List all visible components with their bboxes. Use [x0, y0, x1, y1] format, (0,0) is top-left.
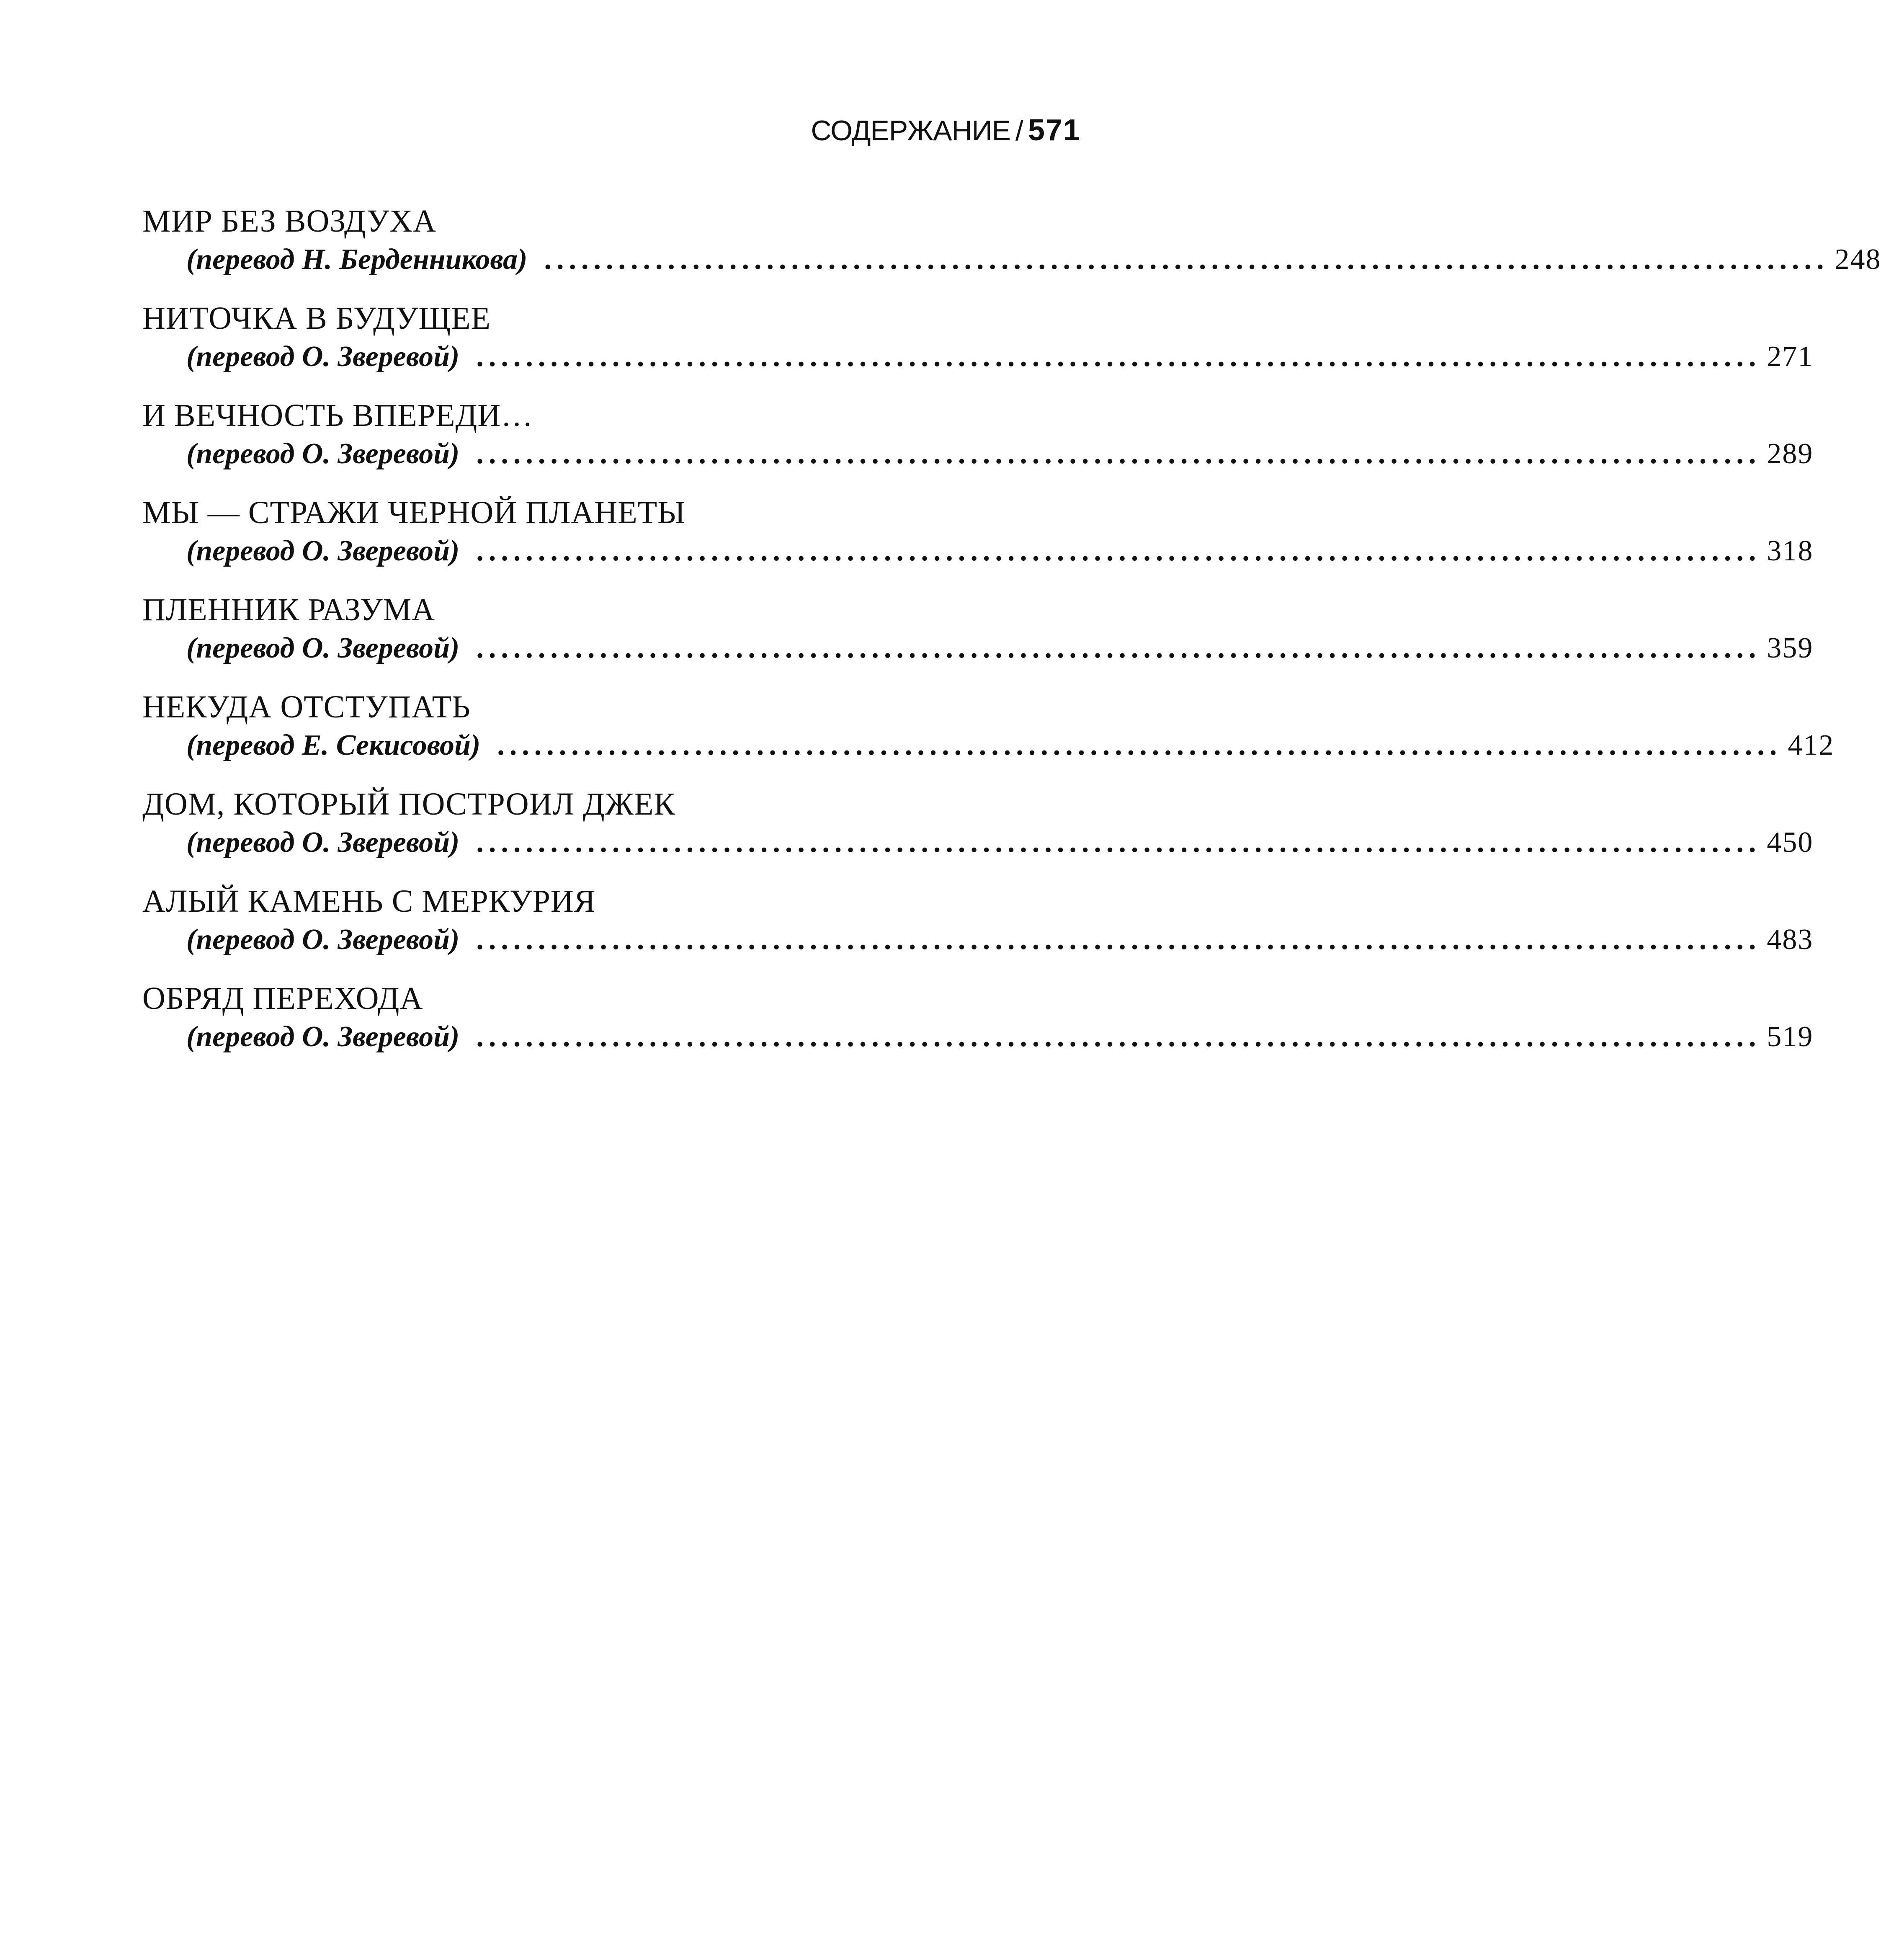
toc-entry-translator: (перевод Е. Секисовой): [186, 729, 481, 761]
toc-entry-title: ОБРЯД ПЕРЕХОДА: [142, 981, 423, 1016]
dot-leader: ........................................................................................................: [476, 340, 1761, 373]
toc-entry-page: 483: [1767, 923, 1814, 956]
toc-entry-title: МИР БЕЗ ВОЗДУХА: [142, 204, 437, 239]
toc-entry: [142, 398, 1814, 497]
running-head-separator: /: [1015, 115, 1023, 147]
toc-entry-translator: (перевод О. Зверевой): [186, 438, 460, 470]
dot-leader: ........................................................................................................: [476, 632, 1761, 664]
toc-entry-page: 412: [1788, 729, 1835, 761]
toc-entry-line: [186, 632, 1814, 664]
toc-entry-title: ДОМ, КОТОРЫЙ ПОСТРОИЛ ДЖЕК: [142, 787, 676, 822]
toc-entry-translator: (перевод О. Зверевой): [186, 340, 460, 373]
dot-leader: ........................................................................................................: [476, 535, 1761, 567]
toc-entry-page: 359: [1767, 632, 1814, 664]
toc-entry: [142, 495, 1814, 594]
running-head-section: СОДЕРЖАНИЕ: [811, 115, 1010, 147]
toc-entry-line: [186, 535, 1814, 567]
dot-leader: ........................................................................................................: [476, 1021, 1761, 1053]
toc-entry: [142, 592, 1814, 691]
toc-entry-translator: (перевод О. Зверевой): [186, 1021, 460, 1053]
toc-entry: [142, 204, 1881, 302]
toc-entry-line: [186, 1021, 1814, 1053]
toc-entry-title: НИТОЧКА В БУДУЩЕЕ: [142, 301, 491, 336]
page-number: 571: [1028, 113, 1081, 147]
toc-entry-translator: (перевод О. Зверевой): [186, 923, 460, 956]
toc-entry-page: 450: [1767, 826, 1814, 859]
toc-entry-page: 248: [1835, 243, 1881, 276]
toc-entry-line: [186, 826, 1814, 859]
dot-leader: ........................................................................................................: [476, 826, 1761, 859]
dot-leader: ........................................................................................................: [476, 923, 1761, 956]
toc-entry-page: 519: [1767, 1021, 1814, 1053]
toc-entry-page: 318: [1767, 535, 1814, 567]
toc-entry-title: ПЛЕННИК РАЗУМА: [142, 592, 435, 627]
toc-entry-title: АЛЫЙ КАМЕНЬ С МЕРКУРИЯ: [142, 884, 596, 919]
toc-entry-line: [186, 729, 1835, 761]
toc-entry-line: [186, 923, 1814, 956]
toc-entry: [142, 787, 1814, 885]
toc-entry-translator: (перевод О. Зверевой): [186, 535, 460, 567]
toc-entry: [142, 689, 1835, 788]
toc-entry: [142, 981, 1814, 1080]
toc-entry-line: [186, 340, 1814, 373]
toc-entry-page: 271: [1767, 340, 1814, 373]
toc-entry-translator: (перевод О. Зверевой): [186, 826, 460, 859]
toc-entry-title: И ВЕЧНОСТЬ ВПЕРЕДИ…: [142, 398, 533, 433]
toc-entry-line: [186, 243, 1881, 276]
toc-entry-line: [186, 438, 1814, 470]
toc-entry-title: НЕКУДА ОТСТУПАТЬ: [142, 689, 471, 725]
toc-entry-title: МЫ — СТРАЖИ ЧЕРНОЙ ПЛАНЕТЫ: [142, 495, 686, 530]
table-of-contents: [142, 204, 1881, 1080]
toc-entry-page: 289: [1767, 438, 1814, 470]
toc-entry: [142, 884, 1814, 983]
running-head: [811, 115, 1081, 145]
dot-leader: ........................................................................................................: [476, 438, 1761, 470]
toc-entry-translator: (перевод О. Зверевой): [186, 632, 460, 664]
dot-leader: ........................................................................................................: [497, 729, 1782, 761]
dot-leader: ........................................................................................................: [544, 243, 1829, 276]
toc-entry: [142, 301, 1814, 400]
toc-entry-translator: (перевод Н. Берденникова): [186, 243, 528, 276]
